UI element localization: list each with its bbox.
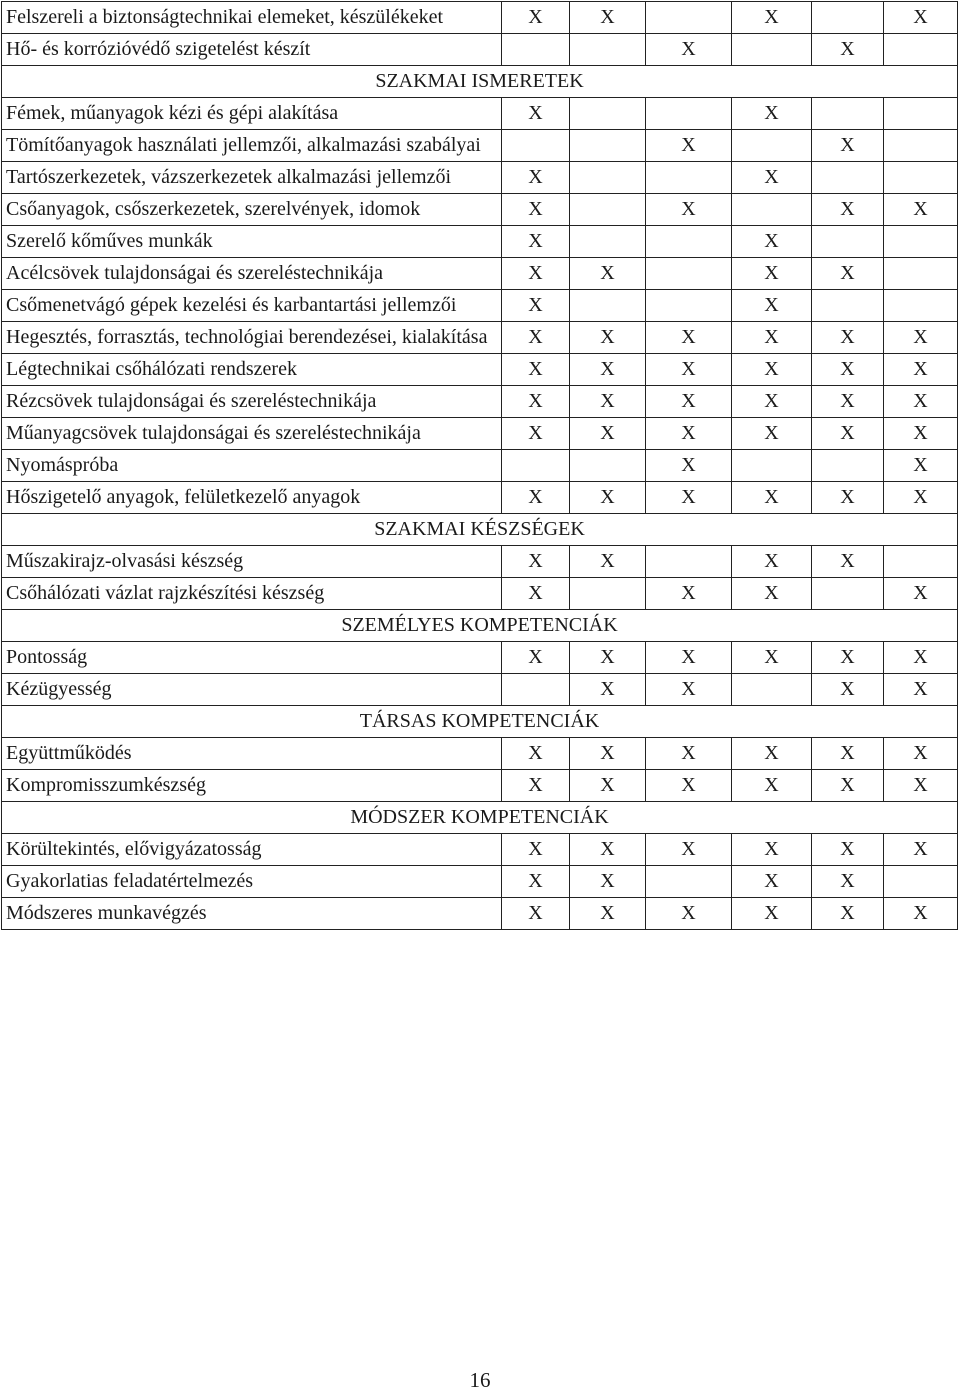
mark-cell: X — [570, 738, 646, 770]
mark-cell: X — [570, 546, 646, 578]
mark-cell — [502, 674, 570, 706]
mark-cell: X — [646, 738, 732, 770]
mark-cell: X — [884, 898, 958, 930]
mark-cell — [646, 98, 732, 130]
table-row — [2, 290, 958, 322]
section-heading: MÓDSZER KOMPETENCIÁK — [2, 802, 958, 834]
mark-cell — [570, 98, 646, 130]
competency-label: Pontosság — [2, 642, 502, 674]
mark-cell — [812, 290, 884, 322]
mark-cell — [646, 226, 732, 258]
competency-label: Fémek, műanyagok kézi és gépi alakítása — [2, 98, 502, 130]
section-heading: SZEMÉLYES KOMPETENCIÁK — [2, 610, 958, 642]
mark-cell: X — [570, 866, 646, 898]
table-row — [2, 738, 958, 770]
table-row — [2, 258, 958, 290]
table-row — [2, 34, 958, 66]
mark-cell: X — [732, 386, 812, 418]
mark-cell: X — [570, 770, 646, 802]
mark-cell: X — [732, 898, 812, 930]
table-row — [2, 322, 958, 354]
mark-cell: X — [502, 642, 570, 674]
mark-cell: X — [646, 418, 732, 450]
mark-cell — [812, 226, 884, 258]
mark-cell: X — [812, 418, 884, 450]
mark-cell: X — [502, 162, 570, 194]
mark-cell — [884, 98, 958, 130]
mark-cell: X — [812, 34, 884, 66]
mark-cell: X — [570, 834, 646, 866]
mark-cell: X — [812, 354, 884, 386]
table-row — [2, 482, 958, 514]
mark-cell — [812, 578, 884, 610]
table-row — [2, 578, 958, 610]
mark-cell: X — [812, 834, 884, 866]
competency-label: Tartószerkezetek, vázszerkezetek alkalmazási jellemzői — [2, 162, 502, 194]
mark-cell: X — [732, 322, 812, 354]
competency-label: Gyakorlatias feladatértelmezés — [2, 866, 502, 898]
mark-cell: X — [812, 866, 884, 898]
mark-cell — [732, 194, 812, 226]
mark-cell: X — [502, 322, 570, 354]
section-header-row — [2, 66, 958, 98]
table-row — [2, 162, 958, 194]
competency-label: Csőmenetvágó gépek kezelési és karbantartási jellemzői — [2, 290, 502, 322]
competency-label: Hegesztés, forrasztás, technológiai berendezései, kialakítása — [2, 322, 502, 354]
competency-label: Műanyagcsövek tulajdonságai és szereléstechnikája — [2, 418, 502, 450]
mark-cell — [570, 578, 646, 610]
table-row — [2, 770, 958, 802]
competency-label: Nyomáspróba — [2, 450, 502, 482]
mark-cell — [812, 162, 884, 194]
mark-cell: X — [812, 194, 884, 226]
mark-cell: X — [502, 834, 570, 866]
table-row — [2, 2, 958, 34]
mark-cell: X — [502, 898, 570, 930]
mark-cell: X — [502, 866, 570, 898]
table-row — [2, 450, 958, 482]
mark-cell: X — [884, 354, 958, 386]
competency-label: Hőszigetelő anyagok, felületkezelő anyagok — [2, 482, 502, 514]
mark-cell: X — [884, 194, 958, 226]
mark-cell: X — [646, 130, 732, 162]
mark-cell — [732, 34, 812, 66]
mark-cell — [884, 866, 958, 898]
mark-cell: X — [812, 130, 884, 162]
mark-cell: X — [646, 34, 732, 66]
mark-cell: X — [502, 418, 570, 450]
mark-cell: X — [732, 98, 812, 130]
mark-cell: X — [570, 418, 646, 450]
mark-cell — [570, 130, 646, 162]
mark-cell — [646, 162, 732, 194]
mark-cell: X — [732, 258, 812, 290]
mark-cell: X — [570, 674, 646, 706]
mark-cell: X — [812, 482, 884, 514]
section-header-row — [2, 706, 958, 738]
mark-cell: X — [884, 450, 958, 482]
mark-cell: X — [570, 258, 646, 290]
competency-label: Kézügyesség — [2, 674, 502, 706]
mark-cell: X — [646, 194, 732, 226]
mark-cell: X — [502, 258, 570, 290]
mark-cell: X — [502, 482, 570, 514]
table-row — [2, 546, 958, 578]
table-row — [2, 130, 958, 162]
mark-cell: X — [732, 162, 812, 194]
mark-cell: X — [502, 386, 570, 418]
mark-cell — [884, 226, 958, 258]
competency-label: Felszereli a biztonságtechnikai elemeket, készülékeket — [2, 2, 502, 34]
mark-cell — [570, 194, 646, 226]
section-header-row — [2, 514, 958, 546]
mark-cell: X — [812, 642, 884, 674]
table-row — [2, 674, 958, 706]
mark-cell — [502, 130, 570, 162]
mark-cell: X — [646, 354, 732, 386]
mark-cell: X — [732, 834, 812, 866]
mark-cell: X — [502, 194, 570, 226]
competency-label: Együttműködés — [2, 738, 502, 770]
table-row — [2, 642, 958, 674]
mark-cell: X — [502, 546, 570, 578]
mark-cell: X — [646, 578, 732, 610]
mark-cell — [884, 130, 958, 162]
mark-cell: X — [570, 354, 646, 386]
table-row — [2, 418, 958, 450]
mark-cell: X — [732, 546, 812, 578]
section-heading: TÁRSAS KOMPETENCIÁK — [2, 706, 958, 738]
table-row — [2, 354, 958, 386]
mark-cell: X — [884, 482, 958, 514]
mark-cell: X — [732, 866, 812, 898]
mark-cell: X — [732, 482, 812, 514]
competency-label: Műszakirajz-olvasási készség — [2, 546, 502, 578]
mark-cell: X — [646, 674, 732, 706]
mark-cell: X — [812, 322, 884, 354]
section-header-row — [2, 610, 958, 642]
mark-cell — [570, 450, 646, 482]
mark-cell: X — [884, 418, 958, 450]
mark-cell: X — [732, 354, 812, 386]
mark-cell: X — [812, 386, 884, 418]
mark-cell: X — [732, 578, 812, 610]
mark-cell: X — [732, 2, 812, 34]
mark-cell — [570, 34, 646, 66]
table-row — [2, 98, 958, 130]
mark-cell: X — [502, 226, 570, 258]
mark-cell: X — [646, 898, 732, 930]
mark-cell: X — [570, 2, 646, 34]
competency-label: Acélcsövek tulajdonságai és szereléstechnikája — [2, 258, 502, 290]
competency-label: Szerelő kőműves munkák — [2, 226, 502, 258]
mark-cell — [646, 866, 732, 898]
mark-cell: X — [646, 642, 732, 674]
mark-cell: X — [570, 482, 646, 514]
mark-cell: X — [502, 578, 570, 610]
mark-cell — [812, 450, 884, 482]
competency-label: Tömítőanyagok használati jellemzői, alkalmazási szabályai — [2, 130, 502, 162]
mark-cell: X — [884, 2, 958, 34]
table-body — [2, 2, 958, 930]
mark-cell: X — [570, 322, 646, 354]
mark-cell — [884, 258, 958, 290]
mark-cell: X — [732, 290, 812, 322]
mark-cell — [884, 162, 958, 194]
table-row — [2, 194, 958, 226]
mark-cell: X — [502, 2, 570, 34]
mark-cell: X — [884, 386, 958, 418]
mark-cell — [884, 34, 958, 66]
competency-label: Rézcsövek tulajdonságai és szereléstechnikája — [2, 386, 502, 418]
mark-cell: X — [884, 770, 958, 802]
mark-cell — [570, 162, 646, 194]
mark-cell — [502, 450, 570, 482]
mark-cell: X — [502, 290, 570, 322]
table-row — [2, 226, 958, 258]
mark-cell: X — [812, 898, 884, 930]
mark-cell — [732, 130, 812, 162]
competency-matrix-table — [1, 1, 958, 930]
mark-cell: X — [570, 386, 646, 418]
table-row — [2, 834, 958, 866]
mark-cell: X — [502, 738, 570, 770]
mark-cell — [732, 674, 812, 706]
table-row — [2, 866, 958, 898]
mark-cell: X — [812, 258, 884, 290]
mark-cell: X — [884, 738, 958, 770]
mark-cell: X — [812, 674, 884, 706]
mark-cell — [732, 450, 812, 482]
mark-cell: X — [732, 226, 812, 258]
mark-cell: X — [884, 578, 958, 610]
mark-cell — [646, 2, 732, 34]
mark-cell: X — [570, 642, 646, 674]
mark-cell: X — [812, 770, 884, 802]
competency-label: Körültekintés, elővigyázatosság — [2, 834, 502, 866]
competency-label: Kompromisszumkészség — [2, 770, 502, 802]
mark-cell — [884, 546, 958, 578]
mark-cell — [646, 546, 732, 578]
mark-cell — [502, 34, 570, 66]
competency-label: Módszeres munkavégzés — [2, 898, 502, 930]
mark-cell: X — [812, 738, 884, 770]
mark-cell: X — [646, 770, 732, 802]
mark-cell: X — [502, 98, 570, 130]
mark-cell: X — [646, 322, 732, 354]
mark-cell — [646, 258, 732, 290]
mark-cell: X — [646, 482, 732, 514]
mark-cell: X — [732, 418, 812, 450]
mark-cell — [812, 2, 884, 34]
competency-label: Légtechnikai csőhálózati rendszerek — [2, 354, 502, 386]
mark-cell: X — [884, 642, 958, 674]
table-row — [2, 386, 958, 418]
mark-cell: X — [884, 674, 958, 706]
competency-label: Hő- és korrózióvédő szigetelést készít — [2, 34, 502, 66]
mark-cell: X — [884, 322, 958, 354]
page-number: 16 — [469, 1368, 491, 1392]
mark-cell: X — [812, 546, 884, 578]
mark-cell: X — [732, 770, 812, 802]
mark-cell: X — [646, 834, 732, 866]
competency-label: Csőanyagok, csőszerkezetek, szerelvények, idomok — [2, 194, 502, 226]
mark-cell — [570, 226, 646, 258]
mark-cell — [812, 98, 884, 130]
mark-cell: X — [502, 770, 570, 802]
competency-label: Csőhálózati vázlat rajzkészítési készség — [2, 578, 502, 610]
mark-cell — [570, 290, 646, 322]
mark-cell: X — [732, 738, 812, 770]
mark-cell — [646, 290, 732, 322]
mark-cell: X — [732, 642, 812, 674]
mark-cell: X — [884, 834, 958, 866]
section-heading: SZAKMAI ISMERETEK — [2, 66, 958, 98]
mark-cell: X — [646, 450, 732, 482]
mark-cell: X — [570, 898, 646, 930]
mark-cell: X — [646, 386, 732, 418]
table-row — [2, 898, 958, 930]
mark-cell — [884, 290, 958, 322]
section-heading: SZAKMAI KÉSZSÉGEK — [2, 514, 958, 546]
section-header-row — [2, 802, 958, 834]
mark-cell: X — [502, 354, 570, 386]
